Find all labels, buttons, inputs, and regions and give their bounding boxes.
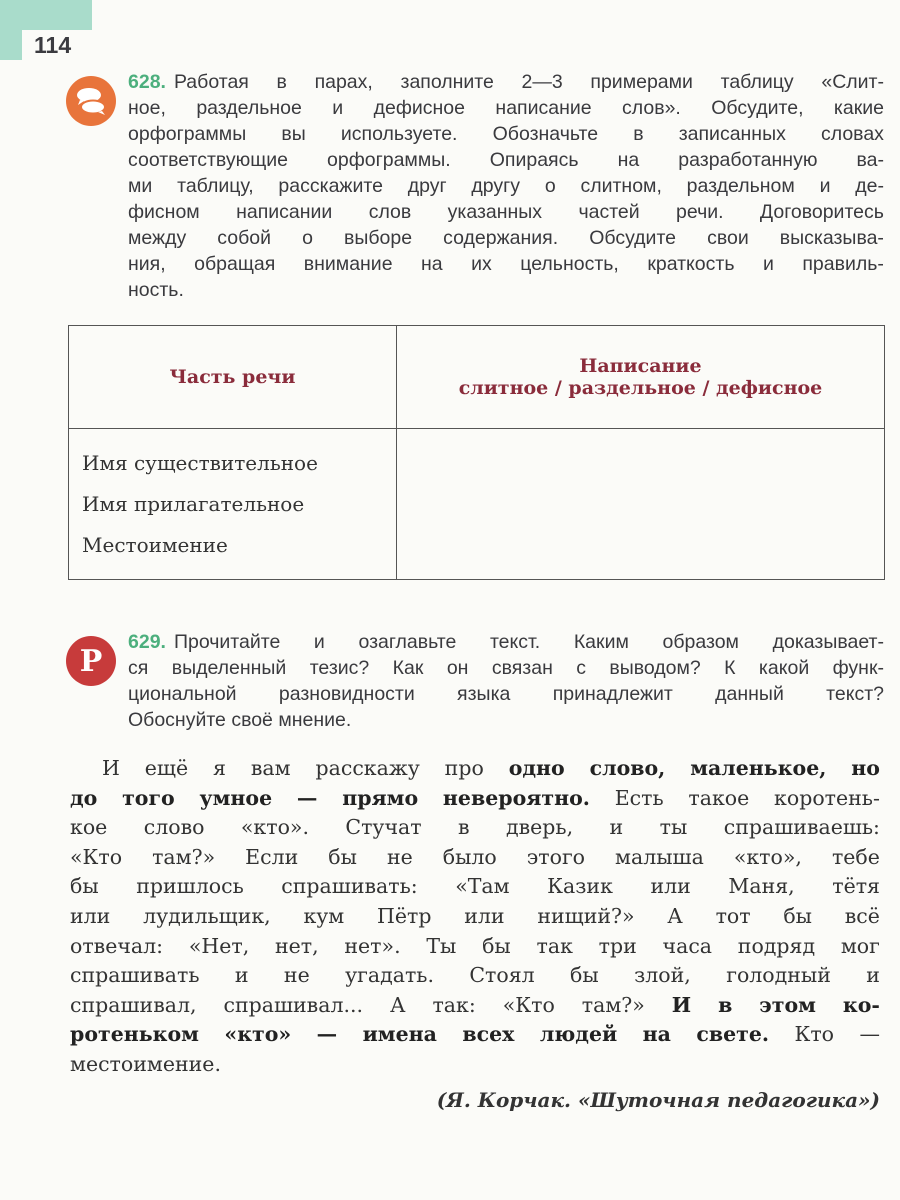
passage-line: спрашивал, спрашивал... А так: «Кто там?» И в этом ко-	[70, 992, 880, 1017]
col2-subheader: слитное / раздельное / дефисное	[458, 377, 823, 399]
page-corner-tab-side	[0, 30, 22, 60]
parts-of-speech-cell	[69, 429, 397, 580]
task-line: ность.	[128, 279, 184, 301]
passage-line: И ещё я вам расскажу про одно слово, маленькое, но	[102, 756, 880, 780]
page-number: 114	[34, 32, 72, 58]
reading-passage	[70, 754, 880, 1080]
passage-line: бы пришлось спрашивать: «Там Казик или Маня, тётя	[70, 874, 880, 899]
r-letter: Р	[79, 643, 103, 679]
spelling-table	[68, 325, 885, 580]
passage-line: кое слово «кто». Стучат в дверь, и ты спрашиваешь:	[70, 815, 880, 840]
passage-line: спрашивать и не угадать. Стоял бы злой, голодный и	[70, 963, 880, 988]
passage-line: отвечал: «Нет, нет, нет». Ты бы так три часа подряд мог	[70, 933, 880, 958]
header-spelling	[397, 326, 885, 429]
passage-line: ротеньком «кто» — имена всех людей на свете. Кто —	[70, 1022, 880, 1047]
task-number: 628.	[128, 71, 166, 93]
passage-line: или лудильщик, кум Пётр или нищий?» А тот бы всё	[70, 903, 880, 928]
task-line: между собой о выборе содержания. Обсудите свои высказыва-	[128, 227, 884, 249]
passage-line: «Кто там?» Если бы не было этого малыша «кто», тебе	[70, 844, 880, 869]
task-line: ное, раздельное и дефисное написание слов». Обсудите, какие	[128, 97, 884, 119]
page-corner-tab	[0, 0, 92, 30]
task-line: ся выделенный тезис? Как он связан с выводом? К какой функ-	[128, 657, 884, 679]
task-line: ми таблицу, расскажите друг другу о слитном, раздельном и де-	[128, 175, 884, 197]
task-line: циональной разновидности языка принадлежит данный текст?	[128, 683, 884, 705]
table-row: Имя прилагательное	[82, 491, 305, 516]
task-line: соответствующие орфограммы. Опираясь на разработанную ва-	[128, 149, 884, 171]
table-row: Имя существительное	[82, 450, 318, 475]
r-letter-icon	[66, 636, 116, 686]
task-628	[128, 69, 884, 303]
task-line: фисном написании слов указанных частей речи. Договоритесь	[128, 201, 884, 223]
table-row: Местоимение	[82, 532, 228, 557]
task-number: 629.	[128, 631, 166, 653]
task-line: Обоснуйте своё мнение.	[128, 709, 352, 731]
task-629	[128, 629, 884, 733]
passage-section	[70, 754, 880, 1114]
task-line: 628. Работая в парах, заполните 2—3 примерами таблицу «Слит-	[128, 71, 884, 93]
task-line: орфограммы вы используете. Обозначьте в записанных словах	[128, 123, 884, 145]
speech-bubbles-icon	[66, 76, 116, 126]
col2-header: Написание	[579, 355, 702, 377]
col1-header: Часть речи	[169, 366, 296, 388]
passage-line: до того умное — прямо невероятно. Есть такое коротень-	[70, 785, 880, 810]
task-line: ния, обращая внимание на их цельность, краткость и правиль-	[128, 253, 884, 275]
header-part-of-speech	[69, 326, 397, 429]
task-line: 629. Прочитайте и озаглавьте текст. Каким образом доказывает-	[128, 631, 884, 653]
citation: (Я. Корчак. «Шуточная педагогика»)	[436, 1087, 880, 1112]
empty-cell	[397, 429, 885, 580]
passage-line: местоимение.	[70, 1051, 221, 1076]
